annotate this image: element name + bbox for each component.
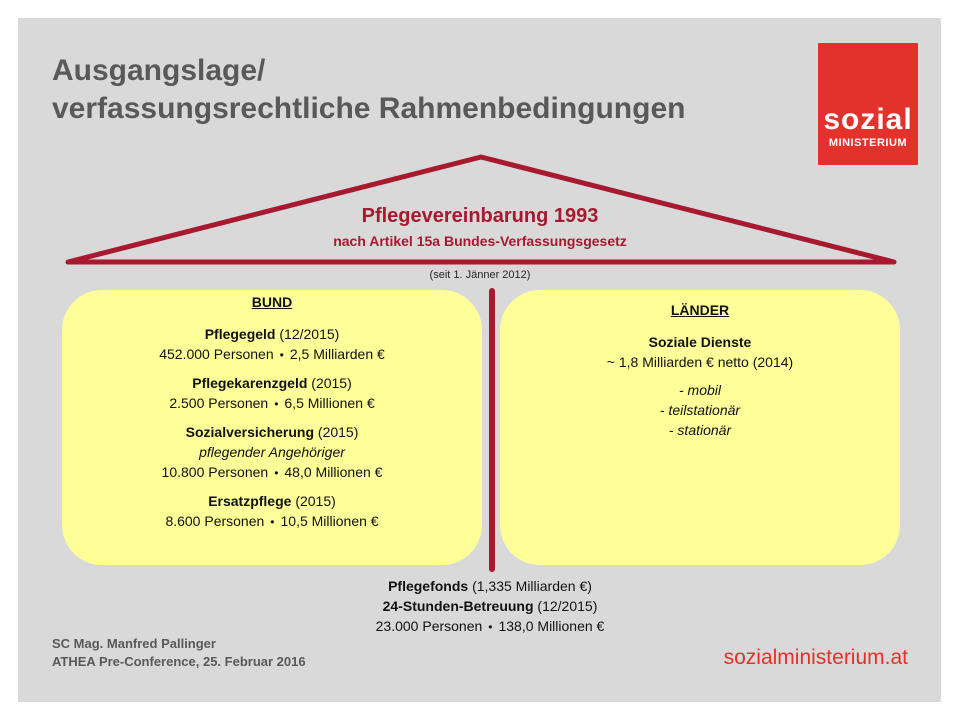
logo-line-2: MINISTERIUM xyxy=(828,137,908,149)
item-period: (2015) xyxy=(314,424,359,440)
item-amount: 48,0 Millionen € xyxy=(284,464,383,480)
center-divider xyxy=(489,288,495,572)
bullet-icon: • xyxy=(279,348,284,362)
item-count: 10.800 Personen xyxy=(161,464,269,480)
shared-funding xyxy=(290,576,690,637)
website-link[interactable]: sozialministerium.at xyxy=(723,646,908,669)
item-period: (12/2015) xyxy=(275,326,340,342)
laender-header: LÄNDER xyxy=(670,302,730,318)
title-line-1: Ausgangslage/ xyxy=(52,54,266,87)
service-types xyxy=(500,380,900,440)
item-count: 8.600 Personen xyxy=(165,513,265,529)
bund-item-ersatzpflege xyxy=(62,491,482,532)
care-label: 24-Stunden-Betreuung xyxy=(382,598,534,614)
roof-subtitle: nach Artikel 15a Bundes-Verfassungsgesetz xyxy=(333,233,627,249)
title-line-2: verfassungsrechtliche Rahmenbedingungen xyxy=(52,92,686,125)
presenter-info xyxy=(52,635,306,671)
bund-item-sozialversicherung xyxy=(62,422,482,483)
bullet-icon: • xyxy=(274,397,279,411)
bullet-icon: • xyxy=(488,620,493,634)
service-type-teilstationaer: - teilstationär xyxy=(659,402,741,418)
event-name: ATHEA Pre-Conference, 25. Februar 2016 xyxy=(52,654,306,669)
presenter-name: SC Mag. Manfred Pallinger xyxy=(52,636,216,651)
bund-item-pflegegeld xyxy=(62,324,482,365)
roof-note: (seit 1. Jänner 2012) xyxy=(429,269,531,281)
item-label: Ersatzpflege xyxy=(208,493,292,509)
service-title: Soziale Dienste xyxy=(648,334,752,350)
bullet-icon: • xyxy=(270,515,275,529)
item-amount: 10,5 Millionen € xyxy=(280,513,379,529)
item-amount: 2,5 Milliarden € xyxy=(289,346,385,362)
laender-services xyxy=(500,332,900,372)
care-period: (12/2015) xyxy=(533,598,598,614)
item-period: (2015) xyxy=(291,493,336,509)
bullet-icon: • xyxy=(274,466,279,480)
item-count: 452.000 Personen xyxy=(159,346,274,362)
item-label: Sozialversicherung xyxy=(185,424,315,440)
bund-item-pflegekarenzgeld xyxy=(62,373,482,414)
fund-label: Pflegefonds xyxy=(388,578,469,594)
item-period: (2015) xyxy=(307,375,352,391)
item-label: Pflegegeld xyxy=(204,326,276,342)
care-amount: 138,0 Millionen € xyxy=(498,618,605,634)
care-count: 23.000 Personen xyxy=(375,618,483,634)
logo-line-1: sozial xyxy=(823,103,913,136)
bund-box xyxy=(62,290,482,565)
fund-amount: (1,335 Milliarden €) xyxy=(468,578,592,594)
bund-header: BUND xyxy=(251,294,293,310)
service-type-mobil: - mobil xyxy=(678,382,721,398)
roof-title: Pflegevereinbarung 1993 xyxy=(361,205,599,227)
service-type-stationaer: - stationär xyxy=(668,422,732,438)
item-label: Pflegekarenzgeld xyxy=(192,375,308,391)
item-detail: pflegender Angehöriger xyxy=(199,444,345,460)
item-count: 2.500 Personen xyxy=(169,395,269,411)
service-amount: ~ 1,8 Milliarden € netto (2014) xyxy=(606,354,794,370)
laender-box xyxy=(500,290,900,565)
item-amount: 6,5 Millionen € xyxy=(284,395,375,411)
